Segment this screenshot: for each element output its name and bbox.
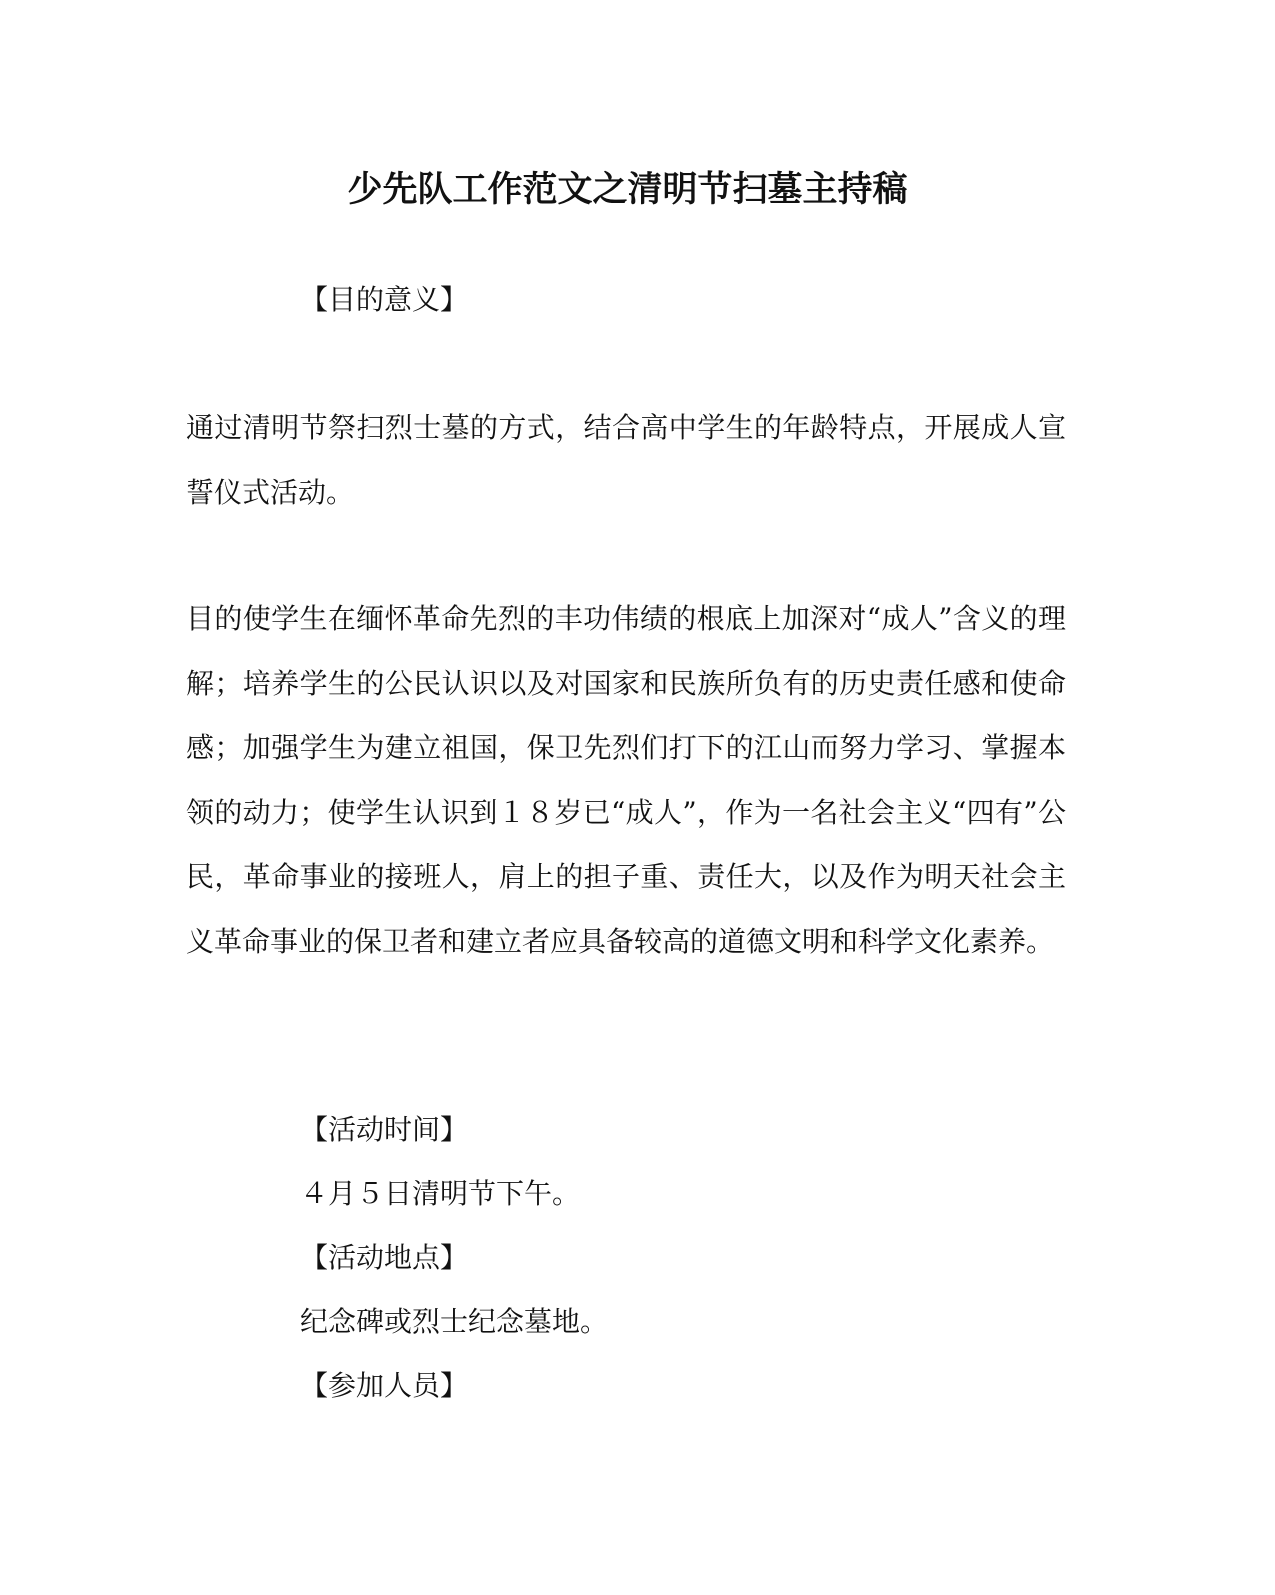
- place-value: 纪念碑或烈士纪念墓地。: [300, 1305, 609, 1338]
- time-heading: 【活动时间】: [300, 1113, 469, 1146]
- purpose-paragraph-1: 通过清明节祭扫烈士墓的方式，结合高中学生的年龄特点，开展成人宣誓仪式活动。: [186, 411, 1066, 509]
- document-title: 少先队工作范文之清明节扫墓主持稿: [347, 169, 908, 210]
- participants-heading: 【参加人员】: [300, 1369, 469, 1402]
- time-value: ４月５日清明节下午。: [300, 1177, 581, 1210]
- place-heading: 【活动地点】: [300, 1241, 469, 1274]
- purpose-heading: 【目的意义】: [300, 283, 469, 316]
- purpose-paragraph-2: 目的使学生在缅怀革命先烈的丰功伟绩的根底上加深对“成人”含义的理解；培养学生的公民认识以及对国家和民族所负有的历史责任感和使命感；加强学生为建立祖国，保卫先烈们打下的江山而努力学习、掌握本领的动力；使学生认识到１８岁已“成人”，作为一名社会主义“四有”公民，革命事业的接班人，肩上的担子重、责任大，以及作为明天社会主义革命事业的保卫者和建立者应具备较高的道德文明和科学文化素养。: [186, 602, 1066, 958]
